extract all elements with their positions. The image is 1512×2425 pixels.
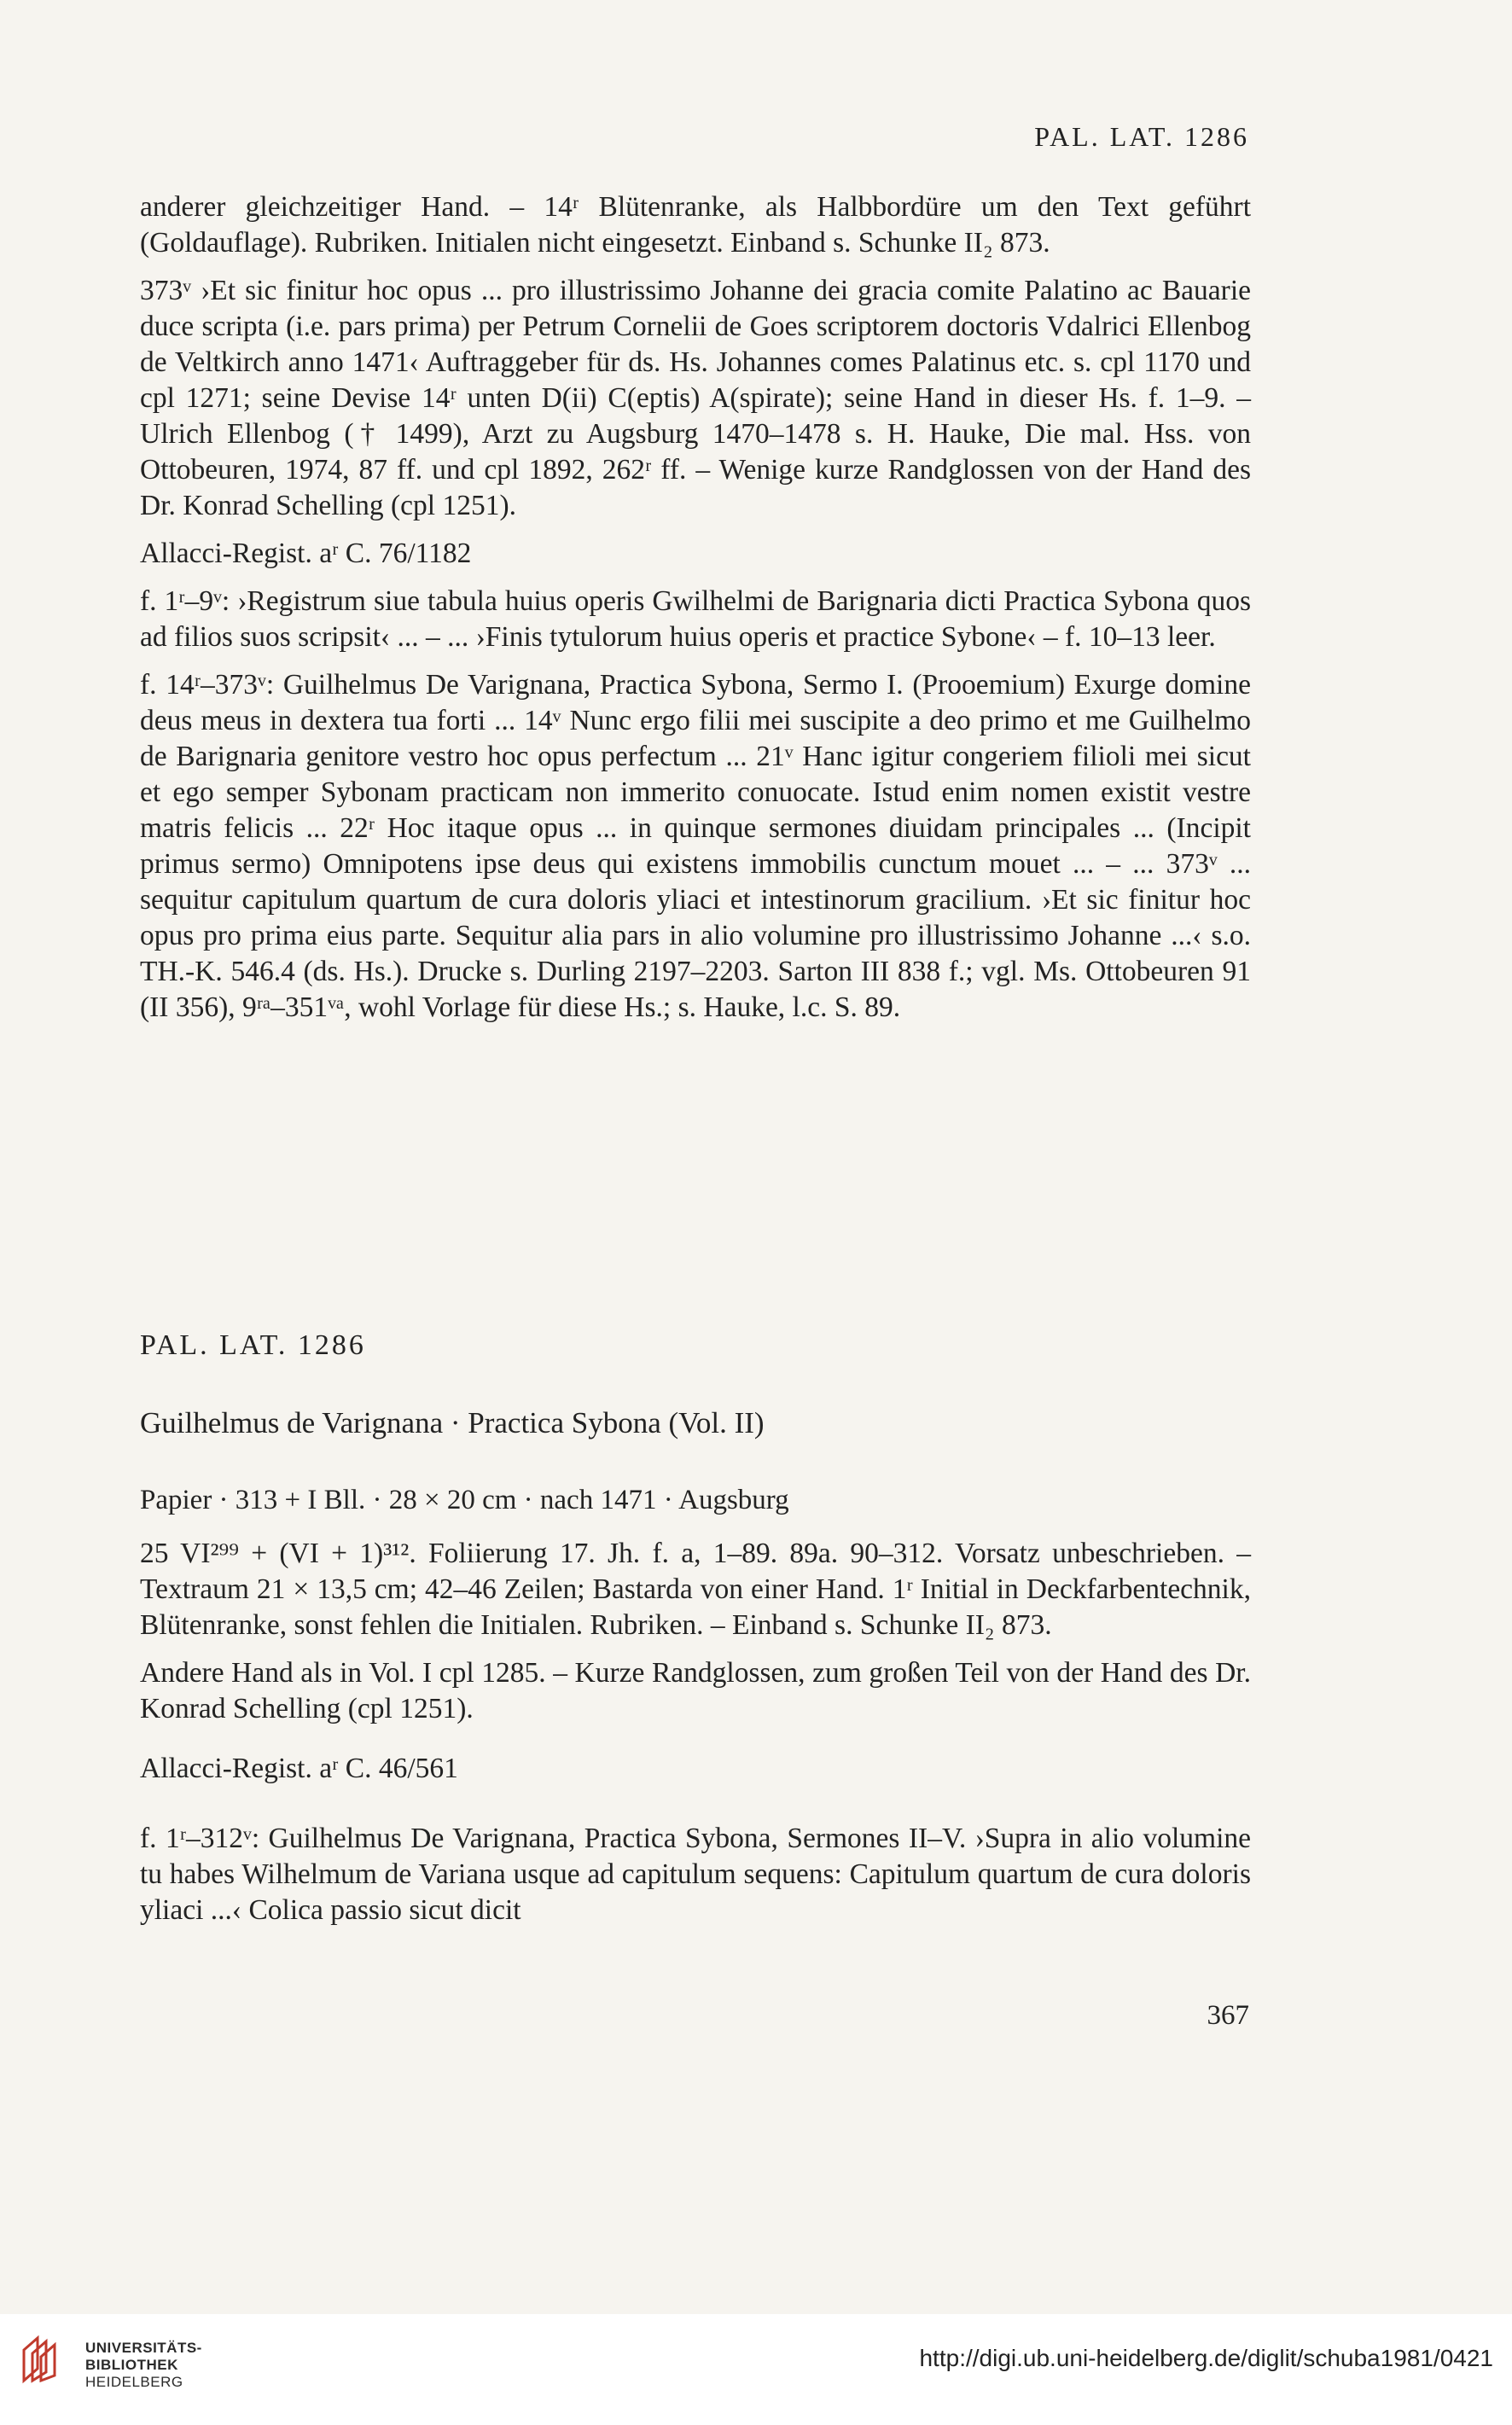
paragraph: f. 1ʳ–9ᵛ: ›Registrum siue tabula huius operis Gwilhelmi de Barignaria dicti Practica Sybona quos ad filios suos scripsit‹ ... – ... ›Finis tytulorum huius operis et practice Sybone‹ – f. 10–13 leer. (140, 585, 1251, 653)
top-text-block (140, 189, 1251, 1026)
library-line: HEIDELBERG (85, 2374, 183, 2390)
paragraph: f. 14ʳ–373ᵛ: Guilhelmus De Varignana, Practica Sybona, Sermo I. (Prooemium) Exurge domine deus meus in dextera tua forti ... 14ᵛ Nunc ergo filii mei suscipite a deo primo et me Guilhelmo de Barignaria genitore vestro hoc opus perfectum ... 21ᵛ Hanc igitur congeriem filioli mei sicut et ego semper Sybonam practicam non immerito conuocate. Istud enim nomen existit vestre matris felicis ... 22ʳ Hoc itaque opus ... in quinque sermones diuidam principales ... (Incipit primus sermo) Omnipotens ipse deus qui existens immobilis cunctum mouet ... – ... 373ᵛ ... sequitur capitulum quartum de cura doloris yliaci et intestinorum gracilium. ›Et sic finitur hoc opus pro prima eius parte. Sequitur alia pars in alio volumine pro illustrissimo Johanne ...‹ s.o. TH.-K. 546.4 (ds. Hs.). Drucke s. Durling 2197–2203. Sarton III 838 f.; vgl. Ms. Ottobeuren 91 (II 356), 9ʳᵃ–351ᵛᵃ, wohl Vorlage für diese Hs.; s. Hauke, l.c. S. 89. (140, 669, 1251, 1023)
paragraph: Allacci-Regist. aʳ C. 46/561 (140, 1753, 458, 1784)
library-line: BIBLIOTHEK (85, 2357, 178, 2373)
library-line: UNIVERSITÄTS- (85, 2340, 202, 2356)
paragraph: anderer gleichzeitiger Hand. – 14ʳ Blütenranke, als Halbbordüre um den Text geführt (Goldauflage). Rubriken. Initialen nicht eingesetzt. Einband s. Schunke II₂ 873. (140, 191, 1251, 259)
paragraph: 25 VI²⁹⁹ + (VI + 1)³¹². Foliierung 17. Jh. f. a, 1–89. 89a. 90–312. Vorsatz unbeschrieben. – Textraum 21 × 13,5 cm; 42–46 Zeilen; Bastarda von einer Hand. 1ʳ Initial in Deckfarbentechnik, Blütenranke, sonst fehlen die Initialen. Rubriken. – Einband s. Schunke II₂ 873. (140, 1538, 1251, 1641)
section-format: Papier · 313 + I Bll. · 28 × 20 cm · nach 1471 · Augsburg (140, 1485, 789, 1515)
section-title: Guilhelmus de Varignana · Practica Sybona (Vol. II) (140, 1406, 765, 1439)
source-url-link[interactable]: http://digi.ub.uni-heidelberg.de/diglit/schuba1981/0421 (919, 2345, 1493, 2371)
paragraph: Allacci-Regist. aʳ C. 76/1182 (140, 538, 472, 569)
section-shelfmark: PAL. LAT. 1286 (140, 1329, 366, 1361)
paragraph: Andere Hand als in Vol. I cpl 1285. – Kurze Randglossen, zum großen Teil von der Hand des Dr. Konrad Schelling (cpl 1251). (140, 1657, 1251, 1724)
page-number: 367 (1207, 2000, 1249, 2031)
paragraph: f. 1ʳ–312ᵛ: Guilhelmus De Varignana, Practica Sybona, Sermones II–V. ›Supra in alio volumine tu habes Wilhelmum de Variana usque ad capitulum sequens: Capitulum quartum de cura doloris yliaci ...‹ Colica passio sicut dicit (140, 1823, 1251, 1926)
paragraph: 373ᵛ ›Et sic finitur hoc opus ... pro illustrissimo Johanne dei gracia comite Palatino ac Bauarie duce scripta (i.e. pars prima) per Petrum Cornelii de Goes scriptorem doctoris Vdalrici Ellenbog de Veltkirch anno 1471‹ Auftraggeber für ds. Hs. Johannes comes Palatinus etc. s. cpl 1170 und cpl 1271; seine Devise 14ʳ unten D(ii) C(eptis) A(spirate); seine Hand in dieser Hs. f. 1–9. – Ulrich Ellenbog († 1499), Arzt zu Augsburg 1470–1478 s. H. Hauke, Die mal. Hss. von Ottobeuren, 1974, 87 ff. und cpl 1892, 262ʳ ff. – Wenige kurze Randglossen von der Hand des Dr. Konrad Schelling (cpl 1251). (140, 275, 1251, 521)
running-head: PAL. LAT. 1286 (1034, 121, 1249, 152)
ub-heidelberg-logo-icon[interactable] (19, 2331, 73, 2386)
library-name (85, 2340, 202, 2391)
bottom-text-block (140, 1536, 1251, 1928)
